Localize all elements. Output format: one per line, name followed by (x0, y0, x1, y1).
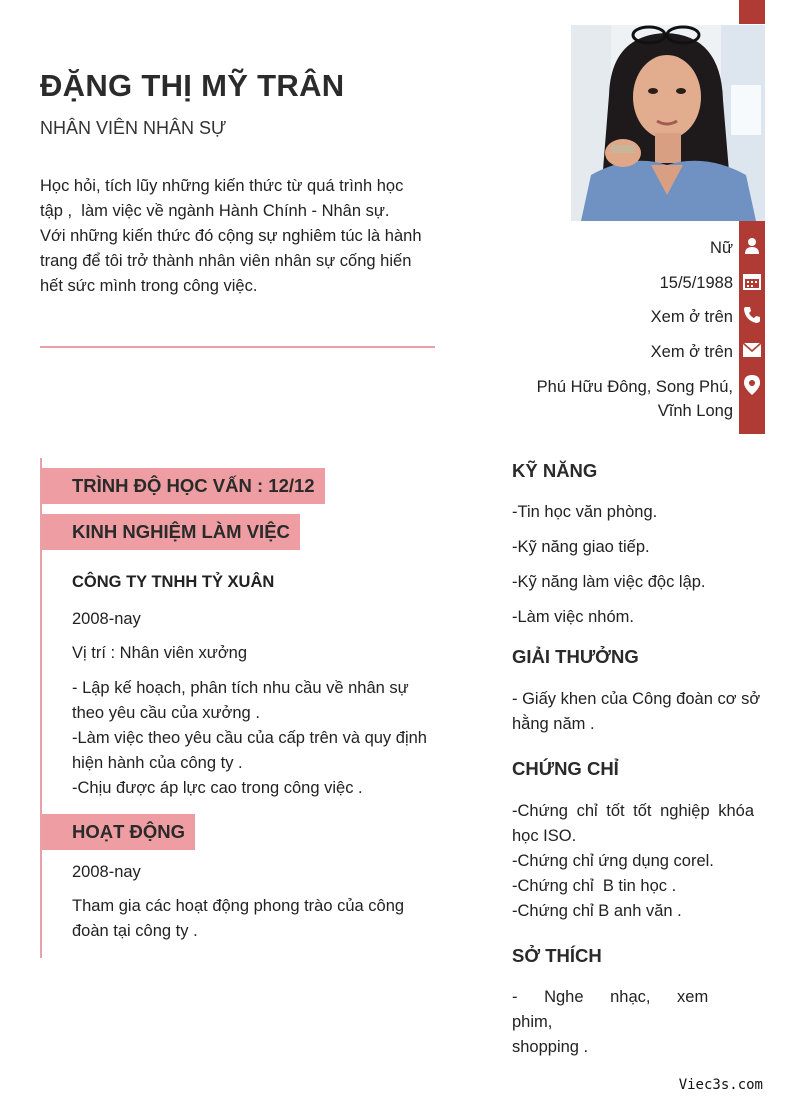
summary-line: Học hỏi, tích lũy những kiến thức từ quá trình học (40, 177, 404, 195)
certificate-line: -Chứng chỉ B anh văn . (512, 902, 682, 920)
hobby-line: shopping . (512, 1038, 589, 1056)
hobbies-text (512, 985, 765, 1060)
certificate-line: -Chứng chỉ ứng dụng corel. (512, 852, 714, 870)
duty-line: -Làm việc theo yêu cầu của cấp trên và quy định (72, 729, 427, 747)
education-label: TRÌNH ĐỘ HỌC VẤN : 12/12 (42, 468, 325, 504)
skill-item: -Kỹ năng giao tiếp. (512, 538, 650, 556)
candidate-name: ĐẶNG THỊ MỸ TRÂN (40, 68, 345, 103)
location-icon (741, 374, 763, 396)
duty-line: - Lập kế hoạch, phân tích nhu cầu về nhân sự (72, 679, 409, 697)
address (537, 375, 733, 423)
calendar-icon (741, 270, 763, 292)
activity-line: đoàn tại công ty . (72, 922, 198, 940)
summary-divider (40, 346, 435, 348)
summary-line: tập , làm việc về ngành Hành Chính - Nhân sự. (40, 202, 390, 220)
user-icon (741, 235, 763, 257)
hobbies-heading: SỞ THÍCH (512, 945, 602, 966)
phone: Xem ở trên (650, 308, 733, 326)
company-name: CÔNG TY TNHH TỶ XUÂN (72, 573, 275, 591)
gender: Nữ (710, 239, 733, 257)
phone-icon (741, 304, 763, 326)
summary-line: Với những kiến thức đó cộng sự nghiêm túc là hành (40, 227, 422, 245)
activities-period: 2008-nay (72, 863, 141, 881)
activities-description (72, 894, 452, 944)
career-summary (40, 174, 440, 299)
email: Xem ở trên (650, 343, 733, 361)
accent-top-bar (739, 0, 765, 24)
activity-line: Tham gia các hoạt động phong trào của công (72, 897, 405, 915)
awards-text (512, 687, 765, 737)
skills-list (512, 500, 765, 630)
award-line: hằng năm . (512, 715, 595, 733)
address-line: Vĩnh Long (657, 402, 733, 420)
footer-brand: Viec3s.com (678, 1077, 763, 1093)
certificate-line: học ISO. (512, 827, 577, 845)
mail-icon (741, 339, 763, 361)
certificates-heading: CHỨNG CHỈ (512, 758, 619, 779)
cert-word: -Chứng chỉ tốt tốt nghiệp khóa (512, 802, 755, 820)
experience-duties (72, 676, 452, 801)
summary-line: trang để tôi trở thành nhân viên nhân sự cống hiến (40, 252, 412, 270)
birthday: 15/5/1988 (659, 274, 733, 292)
profile-photo (571, 25, 765, 221)
experience-role: Vị trí : Nhân viên xưởng (72, 644, 248, 662)
duty-line: -Chịu được áp lực cao trong công việc . (72, 779, 363, 797)
experience-label: KINH NGHIỆM LÀM VIỆC (42, 514, 300, 550)
skill-item: -Kỹ năng làm việc độc lập. (512, 573, 706, 591)
award-line: - Giấy khen của Công đoàn cơ sở (512, 690, 761, 708)
skill-item: -Làm việc nhóm. (512, 608, 634, 626)
certificate-line: -Chứng chỉ B tin học . (512, 877, 677, 895)
duty-line: theo yêu cầu của xưởng . (72, 704, 260, 722)
certificates-list (512, 799, 765, 924)
hobby-line: - Nghe nhạc, xem phim, (512, 988, 709, 1031)
awards-heading: GIẢI THƯỞNG (512, 646, 639, 667)
skills-heading: KỸ NĂNG (512, 460, 598, 481)
address-line: Phú Hữu Đông, Song Phú, (536, 378, 733, 396)
duty-line: hiện hành của công ty . (72, 754, 243, 772)
skill-item: -Tin học văn phòng. (512, 503, 658, 521)
activities-label: HOẠT ĐỘNG (42, 814, 195, 850)
job-title: NHÂN VIÊN NHÂN SỰ (40, 118, 227, 138)
summary-line: hết sức mình trong công việc. (40, 277, 258, 295)
experience-period: 2008-nay (72, 610, 141, 628)
certificate-line (512, 799, 765, 824)
